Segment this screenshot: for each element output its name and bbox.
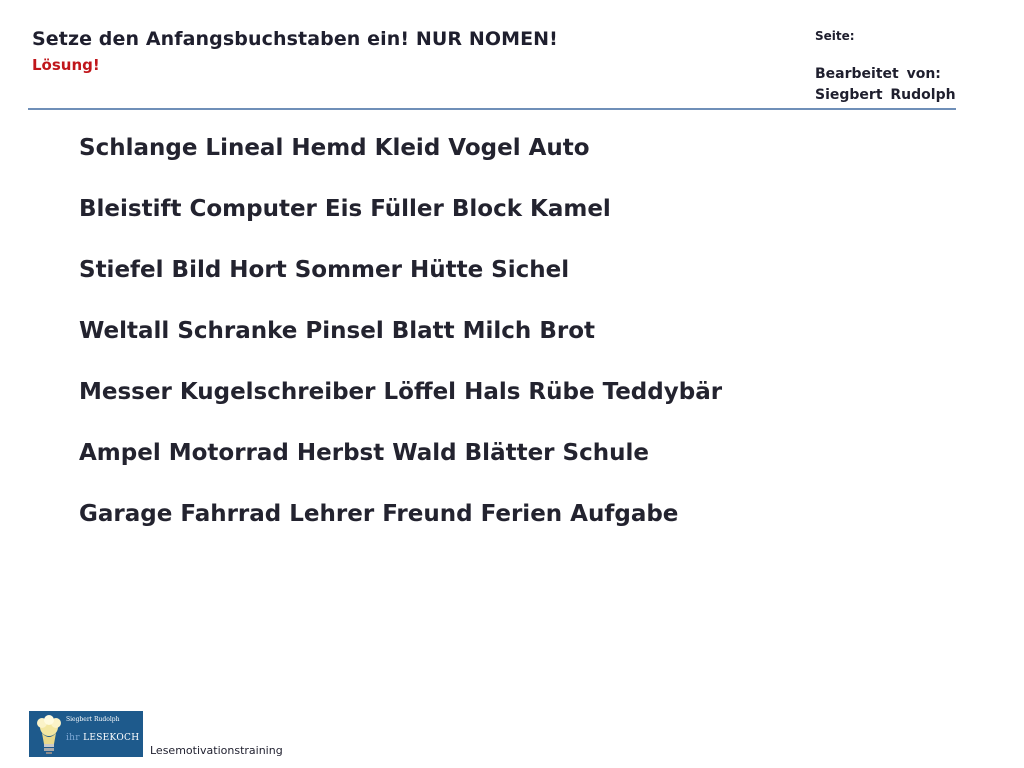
page-title: Setze den Anfangsbuchstaben ein! NUR NOMEN!	[32, 28, 558, 50]
word-list	[79, 133, 722, 560]
word-line: Bleistift Computer Eis Füller Block Kamel	[79, 196, 611, 222]
page-number-label: Seite:	[815, 29, 855, 43]
solution-label: Lösung!	[32, 56, 100, 74]
lesekoch-logo	[29, 711, 143, 757]
word-line: Weltall Schranke Pinsel Blatt Milch Brot	[79, 318, 595, 344]
word-line: Messer Kugelschreiber Löffel Hals Rübe Teddybär	[79, 379, 723, 405]
footer-caption: Lesemotivationstraining	[150, 744, 283, 757]
word-line: Ampel Motorrad Herbst Wald Blätter Schule	[79, 440, 649, 466]
logo-brand-prefix: ihr	[66, 733, 80, 743]
editor-name: Siegbert Rudolph	[815, 87, 956, 103]
logo-brand-text	[66, 733, 139, 743]
logo-author-text: Siegbert Rudolph	[66, 716, 120, 723]
header-divider	[28, 108, 956, 110]
word-line: Stiefel Bild Hort Sommer Hütte Sichel	[79, 257, 570, 283]
word-line: Garage Fahrrad Lehrer Freund Ferien Aufgabe	[79, 501, 679, 527]
word-line: Schlange Lineal Hemd Kleid Vogel Auto	[79, 135, 590, 161]
logo-brand-name: LESEKOCH	[83, 733, 140, 743]
editor-label: Bearbeitet von:	[815, 66, 941, 82]
